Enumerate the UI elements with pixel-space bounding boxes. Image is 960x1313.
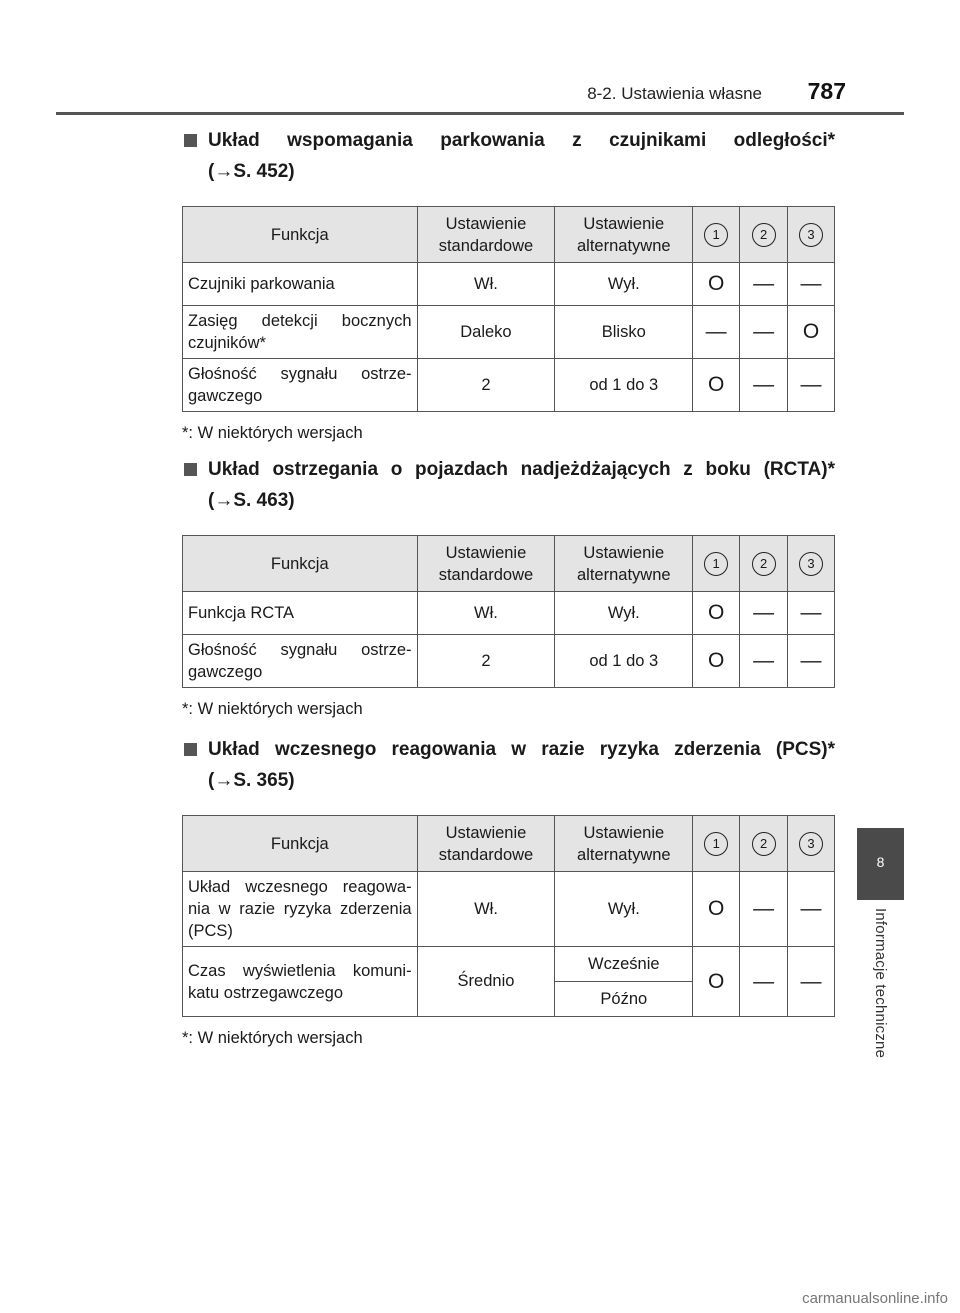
table-row — [183, 306, 835, 359]
cell-function: Czas wyświetlenia komuni-katu ostrzegawczego — [183, 947, 418, 1017]
cell-standard: Wł. — [417, 263, 555, 306]
col-header-2 — [740, 207, 788, 263]
square-bullet-icon — [184, 463, 197, 476]
cell-standard: 2 — [417, 359, 555, 412]
circled-number-icon: 1 — [704, 552, 728, 576]
col-header-function: Funkcja — [183, 536, 418, 592]
section-heading: Układ ostrzegania o pojazdach nadjeżdżających z boku (RCTA)* — [182, 454, 835, 485]
cell-method-3: — — [788, 635, 835, 688]
circled-number-icon: 1 — [704, 832, 728, 856]
cell-method-2: — — [740, 635, 788, 688]
cell-method-2: — — [740, 263, 788, 306]
col-header-3 — [788, 536, 835, 592]
circled-number-icon: 3 — [799, 832, 823, 856]
col-header-2 — [740, 536, 788, 592]
section-rcta — [182, 454, 835, 720]
cell-method-3: O — [788, 306, 835, 359]
cell-method-3: — — [788, 947, 835, 1017]
section-heading: Układ wspomagania parkowania z czujnikami odległości* — [182, 125, 835, 156]
table-header-row — [183, 536, 835, 592]
circled-number-icon: 2 — [752, 832, 776, 856]
table-header-row — [183, 816, 835, 872]
circled-number-icon: 3 — [799, 552, 823, 576]
col-header-3 — [788, 816, 835, 872]
section-parking-sensors — [182, 125, 835, 444]
circled-number-icon: 1 — [704, 223, 728, 247]
page-content — [182, 125, 835, 1049]
cell-method-3: — — [788, 359, 835, 412]
footnote: *: W niektórych wersjach — [182, 1029, 363, 1047]
col-header-function: Funkcja — [183, 816, 418, 872]
col-header-alternative: Ustawienie alternatywne — [555, 816, 693, 872]
cell-method-1: O — [693, 872, 740, 947]
section-heading: Układ wczesnego reagowania w razie ryzyka zderzenia (PCS)* — [182, 734, 835, 765]
cell-standard: 2 — [417, 635, 555, 688]
cell-alternative: Wył. — [555, 263, 693, 306]
col-header-3 — [788, 207, 835, 263]
cell-method-1: O — [693, 947, 740, 1017]
table-row — [183, 359, 835, 412]
cell-method-3: — — [788, 263, 835, 306]
table-row — [183, 947, 835, 982]
square-bullet-icon — [184, 134, 197, 147]
cell-alternative: Późno — [555, 982, 693, 1017]
col-header-standard: Ustawienie standardowe — [417, 207, 555, 263]
settings-table — [182, 206, 835, 412]
cell-method-3: — — [788, 592, 835, 635]
circled-number-icon: 2 — [752, 223, 776, 247]
cell-standard: Wł. — [417, 872, 555, 947]
chapter-label — [857, 908, 904, 1098]
cell-standard: Wł. — [417, 592, 555, 635]
cell-method-1: O — [693, 359, 740, 412]
cell-function: Czujniki parkowania — [183, 263, 418, 306]
cell-method-1: O — [693, 263, 740, 306]
circled-number-icon: 2 — [752, 552, 776, 576]
col-header-1 — [693, 536, 740, 592]
section-pcs — [182, 734, 835, 1049]
page-reference: (→S. 463) — [208, 490, 295, 511]
cell-standard: Średnio — [417, 947, 555, 1017]
col-header-standard: Ustawienie standardowe — [417, 816, 555, 872]
cell-function: Funkcja RCTA — [183, 592, 418, 635]
page-header — [0, 0, 960, 110]
cell-method-2: — — [740, 872, 788, 947]
cell-alternative: od 1 do 3 — [555, 359, 693, 412]
cell-method-2: — — [740, 592, 788, 635]
cell-method-2: — — [740, 947, 788, 1017]
col-header-standard: Ustawienie standardowe — [417, 536, 555, 592]
header-divider — [56, 112, 904, 115]
page-number: 787 — [807, 78, 846, 104]
page-reference: (→S. 365) — [208, 770, 295, 791]
cell-function: Głośność sygnału ostrze-gawczego — [183, 359, 418, 412]
settings-table — [182, 535, 835, 688]
col-header-alternative: Ustawienie alternatywne — [555, 207, 693, 263]
section-title: 8-2. Ustawienia własne — [587, 84, 762, 103]
cell-function: Głośność sygnału ostrze-gawczego — [183, 635, 418, 688]
cell-standard: Daleko — [417, 306, 555, 359]
cell-alternative: Wył. — [555, 592, 693, 635]
cell-method-1: O — [693, 635, 740, 688]
cell-function: Zasięg detekcji bocznych czujników* — [183, 306, 418, 359]
col-header-alternative: Ustawienie alternatywne — [555, 536, 693, 592]
circled-number-icon: 3 — [799, 223, 823, 247]
chapter-label-text: Informacje techniczne — [872, 908, 889, 1059]
cell-alternative: Wył. — [555, 872, 693, 947]
table-row — [183, 635, 835, 688]
cell-method-2: — — [740, 306, 788, 359]
settings-table — [182, 815, 835, 1017]
table-row — [183, 592, 835, 635]
cell-alternative: od 1 do 3 — [555, 635, 693, 688]
col-header-1 — [693, 816, 740, 872]
chapter-tab[interactable] — [857, 828, 904, 900]
col-header-1 — [693, 207, 740, 263]
chapter-number: 8 — [876, 854, 885, 870]
cell-method-1: O — [693, 592, 740, 635]
table-row — [183, 263, 835, 306]
col-header-2 — [740, 816, 788, 872]
table-header-row — [183, 207, 835, 263]
page-reference: (→S. 452) — [208, 161, 295, 182]
cell-method-3: — — [788, 872, 835, 947]
cell-alternative: Wcześnie — [555, 947, 693, 982]
cell-method-2: — — [740, 359, 788, 412]
square-bullet-icon — [184, 743, 197, 756]
cell-method-1: — — [693, 306, 740, 359]
cell-function: Układ wczesnego reagowa-nia w razie ryzyka zderzenia (PCS) — [183, 872, 418, 947]
col-header-function: Funkcja — [183, 207, 418, 263]
cell-alternative: Blisko — [555, 306, 693, 359]
watermark: carmanualsonline.info — [802, 1290, 948, 1307]
footnote: *: W niektórych wersjach — [182, 700, 363, 718]
footnote: *: W niektórych wersjach — [182, 424, 363, 442]
table-row — [183, 872, 835, 947]
